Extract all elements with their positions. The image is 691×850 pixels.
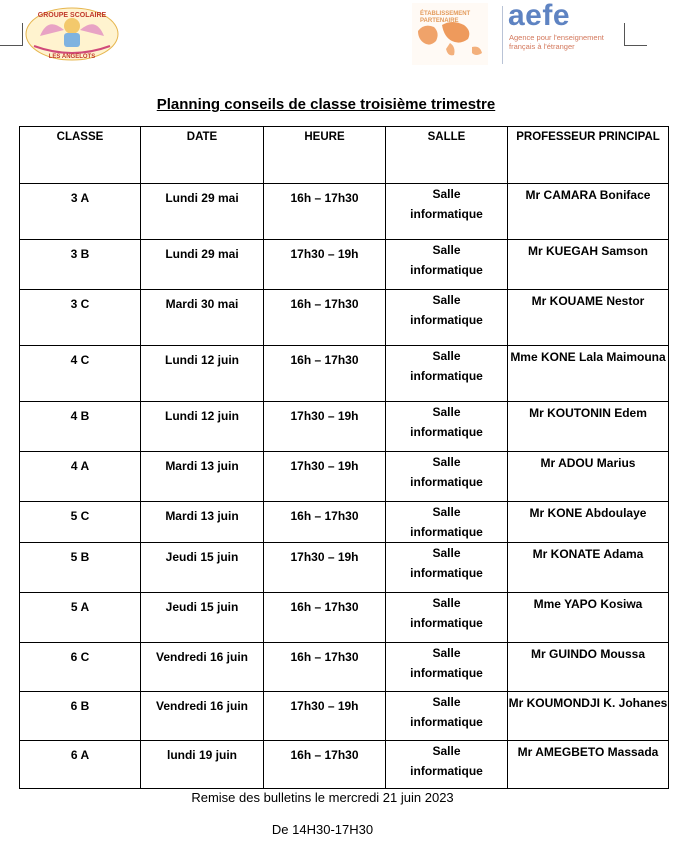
table-row [20, 543, 669, 593]
table-row [20, 452, 669, 502]
column-header-classe: CLASSE [20, 127, 141, 184]
cell-date: Vendredi 16 juin [141, 692, 264, 741]
table-row [20, 593, 669, 643]
report-card-notice: Remise des bulletins le mercredi 21 juin 2023 [191, 790, 454, 805]
planning-table [19, 126, 669, 789]
cell-prof: Mr CAMARA Boniface [508, 184, 669, 240]
cell-date: Jeudi 15 juin [141, 593, 264, 643]
cell-salle: Salle informatique [386, 593, 508, 643]
page-header [0, 0, 691, 70]
cell-heure: 16h – 17h30 [264, 346, 386, 402]
cell-prof: Mr KOUAME Nestor [508, 290, 669, 346]
cell-heure: 17h30 – 19h [264, 692, 386, 741]
cell-date: Lundi 29 mai [141, 184, 264, 240]
cell-heure: 17h30 – 19h [264, 543, 386, 593]
table-body [20, 184, 669, 789]
cell-heure: 16h – 17h30 [264, 741, 386, 789]
cell-classe: 5 B [20, 543, 141, 593]
cell-date: Vendredi 16 juin [141, 643, 264, 692]
cell-salle: Salle informatique [386, 402, 508, 452]
column-header-professeur: PROFESSEUR PRINCIPAL [508, 127, 669, 184]
cell-classe: 6 A [20, 741, 141, 789]
cell-date: Mardi 13 juin [141, 452, 264, 502]
cell-classe: 5 A [20, 593, 141, 643]
cell-classe: 6 C [20, 643, 141, 692]
column-header-date: DATE [141, 127, 264, 184]
cell-prof: Mr AMEGBETO Massada [508, 741, 669, 789]
cell-salle: Salle informatique [386, 184, 508, 240]
cell-heure: 17h30 – 19h [264, 402, 386, 452]
table-row [20, 402, 669, 452]
table-row [20, 502, 669, 543]
cell-salle: Salle informatique [386, 452, 508, 502]
cell-date: Jeudi 15 juin [141, 543, 264, 593]
aefe-badge-label: ÉTABLISSEMENT PARTENAIRE [420, 11, 471, 24]
cell-salle: Salle informatique [386, 346, 508, 402]
column-header-salle: SALLE [386, 127, 508, 184]
cell-classe: 6 B [20, 692, 141, 741]
crop-mark-right [624, 23, 647, 46]
cell-classe: 4 C [20, 346, 141, 402]
cell-heure: 16h – 17h30 [264, 593, 386, 643]
crop-mark-left [0, 23, 23, 46]
aefe-wordmark: aefe [508, 0, 571, 32]
cell-salle: Salle informatique [386, 692, 508, 741]
cell-prof: Mr ADOU Marius [508, 452, 669, 502]
cell-date: lundi 19 juin [141, 741, 264, 789]
cell-salle: Salle informatique [386, 643, 508, 692]
cell-heure: 16h – 17h30 [264, 290, 386, 346]
cell-salle: Salle informatique [386, 240, 508, 290]
svg-text:GROUPE SCOLAIRE: GROUPE SCOLAIRE [37, 12, 107, 19]
table-row [20, 346, 669, 402]
aefe-subtitle: Agence pour l'enseignement français à l'étranger [509, 33, 604, 51]
svg-text:LES ANGELOTS: LES ANGELOTS [48, 54, 96, 60]
cell-date: Lundi 12 juin [141, 346, 264, 402]
school-logo [24, 6, 120, 62]
table-row [20, 184, 669, 240]
aefe-divider [502, 6, 503, 64]
cell-salle: Salle informatique [386, 502, 508, 543]
cell-salle: Salle informatique [386, 543, 508, 593]
table-header-row [20, 127, 669, 184]
cell-prof: Mr KONE Abdoulaye [508, 502, 669, 543]
table-row [20, 741, 669, 789]
cell-classe: 4 A [20, 452, 141, 502]
cell-salle: Salle informatique [386, 741, 508, 789]
cell-date: Lundi 29 mai [141, 240, 264, 290]
table-row [20, 240, 669, 290]
cell-prof: Mr KOUTONIN Edem [508, 402, 669, 452]
cell-heure: 16h – 17h30 [264, 184, 386, 240]
cell-heure: 16h – 17h30 [264, 643, 386, 692]
cell-classe: 3 B [20, 240, 141, 290]
cell-heure: 17h30 – 19h [264, 452, 386, 502]
angelots-emblem-icon [24, 6, 120, 62]
cell-date: Lundi 12 juin [141, 402, 264, 452]
cell-classe: 5 C [20, 502, 141, 543]
cell-heure: 17h30 – 19h [264, 240, 386, 290]
cell-classe: 3 C [20, 290, 141, 346]
table-row [20, 290, 669, 346]
table-row [20, 643, 669, 692]
cell-prof: Mr KONATE Adama [508, 543, 669, 593]
cell-date: Mardi 13 juin [141, 502, 264, 543]
cell-prof: Mr KUEGAH Samson [508, 240, 669, 290]
cell-prof: Mr KOUMONDJI K. Johanes [508, 692, 669, 741]
cell-salle: Salle informatique [386, 290, 508, 346]
column-header-heure: HEURE [264, 127, 386, 184]
cell-classe: 4 B [20, 402, 141, 452]
document-title: Planning conseils de classe troisième trimestre [156, 96, 496, 113]
report-card-hours: De 14H30-17H30 [271, 822, 374, 837]
cell-prof: Mme KONE Lala Maimouna [508, 346, 669, 402]
table-row [20, 692, 669, 741]
cell-prof: Mr GUINDO Moussa [508, 643, 669, 692]
aefe-logo [412, 0, 610, 65]
cell-prof: Mme YAPO Kosiwa [508, 593, 669, 643]
cell-heure: 16h – 17h30 [264, 502, 386, 543]
cell-date: Mardi 30 mai [141, 290, 264, 346]
cell-classe: 3 A [20, 184, 141, 240]
aefe-partner-badge [412, 3, 488, 65]
